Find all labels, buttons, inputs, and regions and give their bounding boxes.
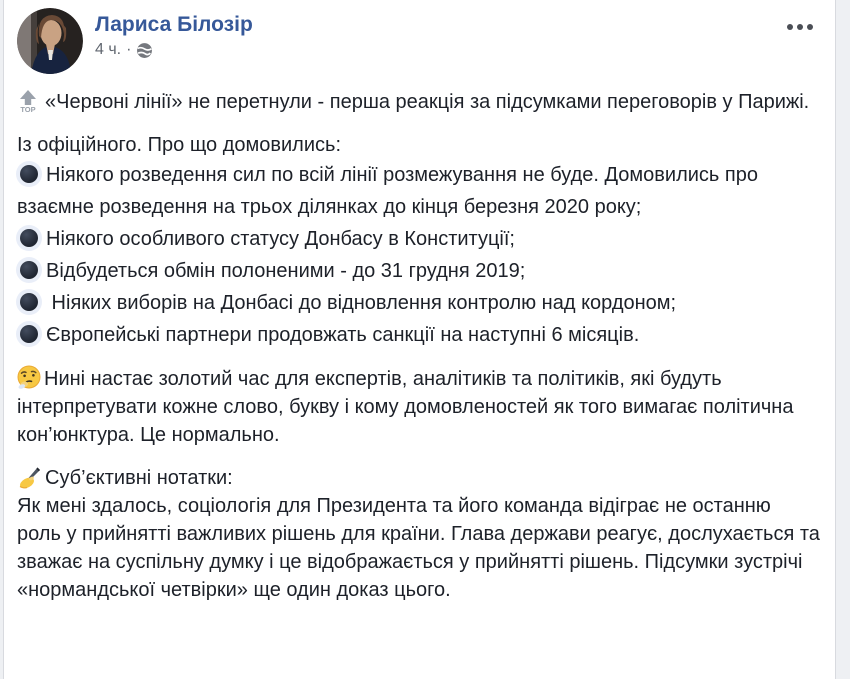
experts-paragraph: Нині настає золотий час для експертів, аналітиків та політиків, які будуть інтерпретувати кожне слово, букву і кому домовленостей як того вимагає політична кон’юнктура. Це нормально. bbox=[17, 365, 820, 449]
avatar[interactable] bbox=[17, 8, 83, 74]
list-item: Ніяких виборів на Донбасі до відновлення контролю над кордоном; bbox=[17, 287, 820, 319]
post-meta bbox=[95, 41, 253, 59]
ellipsis-menu-icon bbox=[787, 24, 793, 30]
meta-separator: · bbox=[126, 41, 132, 58]
svg-text:TOP: TOP bbox=[20, 105, 36, 113]
list-item: Ніякого особливого статусу Донбасу в Конституції; bbox=[17, 223, 820, 255]
post-options-button[interactable] bbox=[783, 20, 817, 34]
facebook-post-card bbox=[3, 0, 836, 679]
top-arrow-emoji bbox=[17, 89, 39, 113]
black-circle-emoji bbox=[20, 229, 38, 247]
intro-paragraph bbox=[17, 88, 820, 116]
black-circle-emoji bbox=[20, 325, 38, 343]
author-name-link[interactable]: Лариса Білозір bbox=[95, 13, 253, 36]
post-body bbox=[4, 74, 835, 604]
official-heading: Із офіційного. Про що домовились: bbox=[17, 134, 342, 156]
list-item: Європейські партнери продовжать санкції на наступні 6 місяців. bbox=[17, 319, 820, 351]
timestamp[interactable]: 4 ч. bbox=[95, 41, 122, 58]
thinking-face-emoji bbox=[17, 365, 41, 389]
notes-paragraph: Як мені здалось, соціологія для Президента та його команда відіграє не останню роль у прийнятті важливих рішень для країни. Глава держави реагує, дослухається та зважає на суспільну думку і це відображається у прийнятті рішень. Підсумки зустрічі «нормандської четвірки» ще один доказ цього. bbox=[17, 495, 820, 601]
header-info bbox=[95, 8, 253, 59]
globe-icon bbox=[136, 42, 153, 59]
profile-photo bbox=[17, 8, 83, 74]
writing-hand-emoji bbox=[17, 465, 41, 489]
post-header bbox=[4, 0, 835, 74]
black-circle-emoji bbox=[20, 293, 38, 311]
bullet-list bbox=[17, 159, 820, 351]
list-item: Ніякого розведення сил по всій лінії розмежування не буде. Домовились про взаємне розведення на трьох ділянках до кінця березня 2020 року; bbox=[17, 164, 758, 218]
notes-heading: Суб’єктивні нотатки: bbox=[17, 464, 820, 492]
black-circle-emoji bbox=[20, 261, 38, 279]
list-item: Відбудеться обмін полоненими - до 31 грудня 2019; bbox=[17, 255, 820, 287]
black-circle-emoji bbox=[20, 165, 38, 183]
intro-text: «Червоні лінії» не перетнули - перша реакція за підсумками переговорів у Парижі. bbox=[45, 91, 810, 113]
